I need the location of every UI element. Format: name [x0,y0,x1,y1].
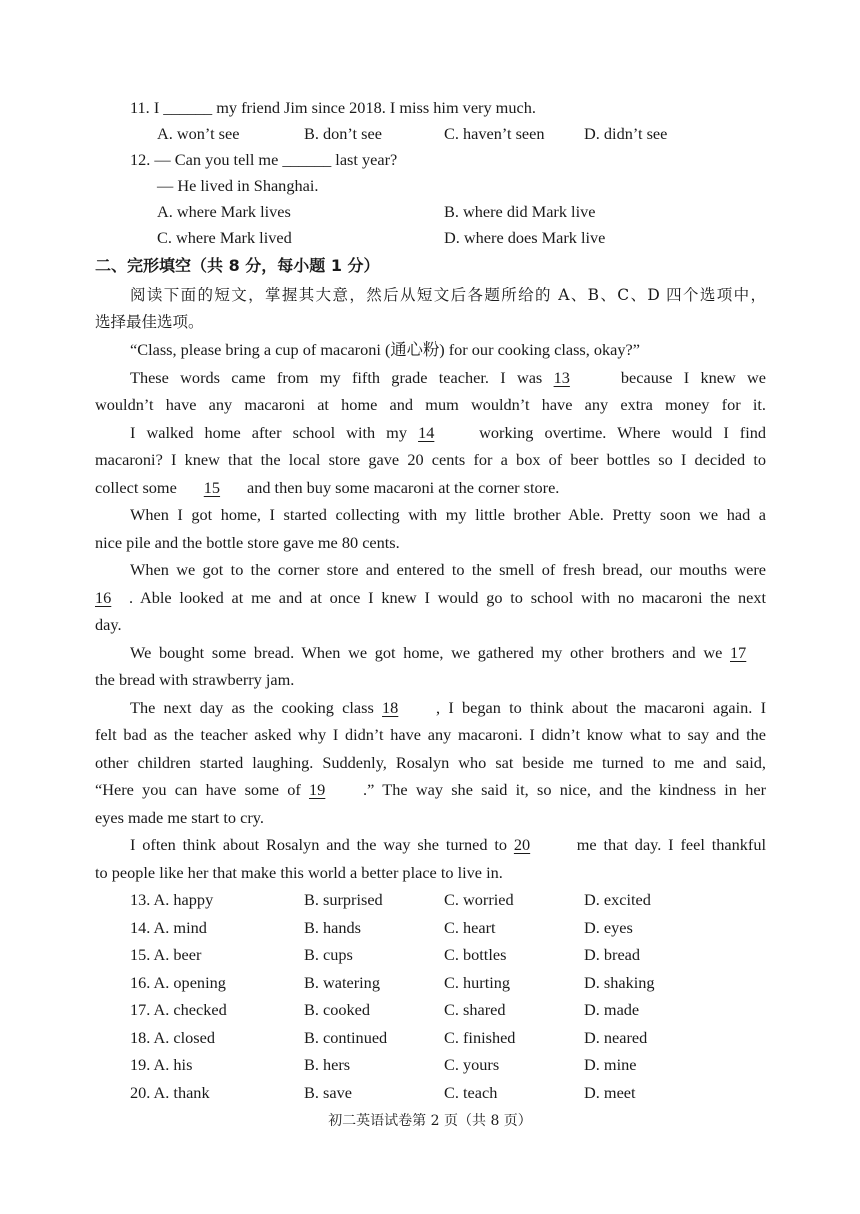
passage-line [95,588,766,608]
question-12-option-d: D. where does Mark live [444,228,606,247]
passage-text: I often think about Rosalyn and the way she turned to [130,835,508,854]
passage-text: The next day as the cooking class [130,698,374,717]
option-16-b: B. watering [304,973,380,992]
passage-line: eyes made me start to cry. [95,808,264,827]
option-14-d: D. eyes [584,918,633,937]
blank-15: 15 [203,478,221,497]
option-20-c: C. teach [444,1083,498,1102]
option-13-c: C. worried [444,890,514,909]
question-12-answer-line: — He lived in Shanghai. [157,176,319,195]
question-11-stem: 11. I ______ my friend Jim since 2018. I miss him very much. [130,98,536,117]
passage-text: These words came from my fifth grade teacher. I was [130,368,543,387]
option-16-d: D. shaking [584,973,655,992]
passage-line [130,698,766,718]
passage-text: and then buy some macaroni at the corner store. [246,478,560,497]
option-20-d: D. meet [584,1083,636,1102]
passage-text: I walked home after school with my [130,423,407,442]
option-15-b: B. cups [304,945,353,964]
blank-17: 17 [730,643,747,662]
passage-line: the bread with strawberry jam. [95,670,295,689]
page-footer: 初二英语试卷第 2 页（共 8 页） [328,1113,532,1129]
question-12-option-b: B. where did Mark live [444,202,596,221]
option-14-a: 14. A. mind [130,918,207,937]
blank-16: 16 [95,588,112,607]
passage-line: When we got to the corner store and entered to the smell of fresh bread, our mouths were [130,560,766,579]
option-17-a: 17. A. checked [130,1000,227,1019]
blank-20: 20 [513,835,531,854]
passage-line: nice pile and the bottle store gave me 80 cents. [95,533,400,552]
passage-line: to people like her that make this world a better place to live in. [95,863,503,882]
option-13-a: 13. A. happy [130,890,214,909]
question-11-option-d: D. didn’t see [584,124,668,143]
passage-paragraph-1: “Class, please bring a cup of macaroni (通心粉) for our cooking class, okay?” [130,340,640,359]
passage-line [130,368,766,388]
passage-text: because I knew we [620,368,767,387]
option-18-b: B. continued [304,1028,388,1047]
passage-line [130,423,766,443]
option-19-d: D. mine [584,1055,637,1074]
option-15-c: C. bottles [444,945,507,964]
passage-line: wouldn’t have any macaroni at home and mum wouldn’t have any extra money for it. [95,395,766,414]
blank-18: 18 [382,698,399,717]
passage-line [130,835,766,855]
option-15-a: 15. A. beer [130,945,202,964]
option-20-b: B. save [304,1083,352,1102]
passage-line [95,478,559,498]
option-17-c: C. shared [444,1000,506,1019]
option-16-a: 16. A. opening [130,973,226,992]
option-19-b: B. hers [304,1055,351,1074]
question-11-option-a: A. won’t see [157,124,240,143]
passage-line: other children started laughing. Suddenly, Rosalyn who sat beside me turned to me and said, [95,753,766,772]
passage-line: When I got home, I started collecting with my little brother Able. Pretty soon we had a [130,505,766,524]
question-12-option-a: A. where Mark lives [157,202,291,221]
option-16-c: C. hurting [444,973,511,992]
section-title: 二、完形填空（共 8 分，每小题 1 分） [95,256,380,275]
blank-19: 19 [309,780,326,799]
option-18-c: C. finished [444,1028,516,1047]
passage-line [95,780,766,800]
passage-text: collect some [95,478,177,497]
option-20-a: 20. A. thank [130,1083,210,1102]
passage-line: macaroni? I knew that the local store gave 20 cents for a box of beer bottles so I decided to [95,450,766,469]
question-12-stem: 12. — Can you tell me ______ last year? [130,150,398,169]
passage-text: We bought some bread. When we got home, we gathered my other brothers and we [130,643,723,662]
passage-text: . Able looked at me and at once I knew I would go to school with no macaroni the next [129,588,766,607]
option-18-a: 18. A. closed [130,1028,216,1047]
option-17-d: D. made [584,1000,640,1019]
passage-line [130,643,766,663]
passage-line: day. [95,615,122,634]
option-13-d: D. excited [584,890,651,909]
passage-text: working overtime. Where would I find [479,423,767,442]
blank-13: 13 [553,368,570,387]
passage-text: “Here you can have some of [95,780,301,799]
question-11-option-b: B. don’t see [304,124,382,143]
section-instruction-line2: 选择最佳选项。 [95,313,204,331]
passage-text: .” The way she said it, so nice, and the kindness in her [363,780,766,799]
passage-line: felt bad as the teacher asked why I didn’t have any macaroni. I didn’t know what to say and the [95,725,766,744]
blank-14: 14 [418,423,435,442]
question-11-option-c: C. haven’t seen [444,124,545,143]
option-17-b: B. cooked [304,1000,371,1019]
option-19-c: C. yours [444,1055,500,1074]
section-instruction-line1: 阅读下面的短文，掌握其大意，然后从短文后各题所给的 A、B、C、D 四个选项中， [130,286,766,304]
option-18-d: D. neared [584,1028,648,1047]
option-15-d: D. bread [584,945,641,964]
option-14-c: C. heart [444,918,496,937]
question-12-option-c: C. where Mark lived [157,228,292,247]
passage-text: me that day. I feel thankful [576,835,766,854]
option-19-a: 19. A. his [130,1055,193,1074]
option-13-b: B. surprised [304,890,383,909]
passage-text: , I began to think about the macaroni again. I [436,698,766,717]
option-14-b: B. hands [304,918,361,937]
